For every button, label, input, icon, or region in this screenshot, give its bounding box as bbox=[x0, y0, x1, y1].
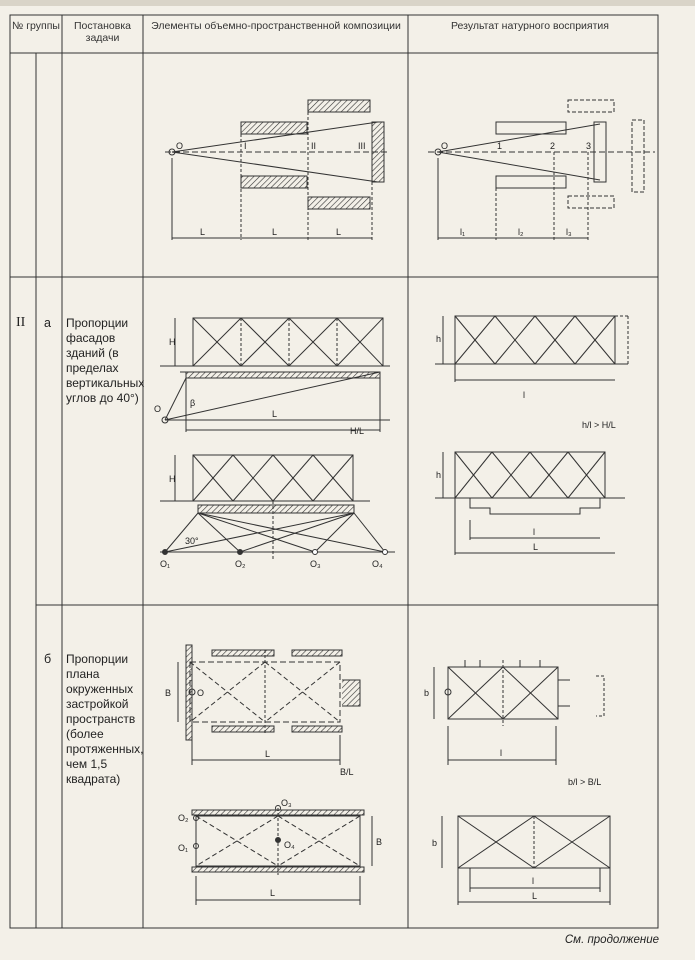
label-b1: b bbox=[424, 688, 430, 698]
label-H2: H bbox=[169, 474, 176, 484]
header-col-task: Постановка задачи bbox=[73, 20, 132, 44]
label-h2: h bbox=[436, 470, 442, 480]
label-L2: L bbox=[272, 227, 278, 237]
label-B-L: B/L bbox=[340, 767, 354, 777]
label-point-2: II bbox=[311, 141, 317, 151]
label-h-l-ratio: h/l > H/L bbox=[582, 420, 616, 430]
label-o4-plan: O₄ bbox=[284, 840, 295, 850]
subgroup-b: б bbox=[44, 652, 52, 666]
label-o2-plan: O₂ bbox=[178, 813, 189, 823]
label-O-plan: O bbox=[197, 688, 205, 698]
label-beta: β bbox=[190, 398, 196, 408]
label-l2-row2: l bbox=[533, 527, 535, 537]
label-point-3: III bbox=[358, 141, 366, 151]
label-point-1: I bbox=[244, 141, 247, 151]
label-b2: b bbox=[432, 838, 438, 848]
label-L3: L bbox=[336, 227, 342, 237]
task-facade-proportions: Пропорции фасадов зданий (в пределах вертикальных углов до 40°) bbox=[66, 316, 145, 405]
label-o1-plan: O₁ bbox=[178, 843, 189, 853]
label-H1: H bbox=[169, 337, 176, 347]
header-col-group: № группы bbox=[12, 20, 60, 32]
label-o: O bbox=[176, 141, 184, 151]
label-l-plan: l bbox=[500, 748, 502, 758]
label-L-plan: L bbox=[265, 749, 271, 759]
table-frame bbox=[10, 15, 658, 928]
label-B1: B bbox=[165, 688, 172, 698]
continued-note: См. продолжение bbox=[564, 934, 659, 946]
subgroup-a: а bbox=[44, 316, 51, 330]
label-l-row2: l bbox=[523, 390, 525, 400]
label-l2-plan: l bbox=[532, 876, 534, 886]
label-o4: O₄ bbox=[372, 559, 383, 569]
label-L2-plan-right: L bbox=[532, 891, 538, 901]
label-o1: O₁ bbox=[160, 559, 171, 569]
label-l1: l₁ bbox=[460, 227, 466, 237]
label-b-l-ratio: b/l > B/L bbox=[568, 777, 602, 787]
task-plan-proportions: Пропорции плана окруженных застройкой пространств (более протяженных, чем 1,5 квадрата) bbox=[66, 652, 144, 786]
label-L1: L bbox=[200, 227, 206, 237]
header-col-elements: Элементы объемно-пространственной композиции bbox=[151, 20, 401, 32]
label-L2-plan: L bbox=[270, 888, 276, 898]
label-o-right: O bbox=[441, 141, 449, 151]
label-l3: l₃ bbox=[566, 227, 572, 237]
label-o3-plan: O₃ bbox=[281, 798, 292, 808]
label-point-3-right: 3 bbox=[586, 141, 592, 151]
label-H-L: H/L bbox=[350, 426, 365, 436]
label-point-2-right: 2 bbox=[550, 141, 556, 151]
header-col-result: Результат натурного восприятия bbox=[451, 20, 609, 32]
label-o2: O₂ bbox=[235, 559, 246, 569]
label-O: O bbox=[154, 404, 162, 414]
label-B2: B bbox=[376, 837, 383, 847]
label-angle: 30° bbox=[185, 536, 199, 546]
label-L2-row2: L bbox=[533, 542, 539, 552]
label-point-1-right: 1 bbox=[497, 141, 503, 151]
label-h1: h bbox=[436, 334, 442, 344]
label-l2: l₂ bbox=[518, 227, 524, 237]
group-number: II bbox=[16, 315, 26, 330]
label-o3: O₃ bbox=[310, 559, 321, 569]
label-L: L bbox=[272, 409, 278, 419]
